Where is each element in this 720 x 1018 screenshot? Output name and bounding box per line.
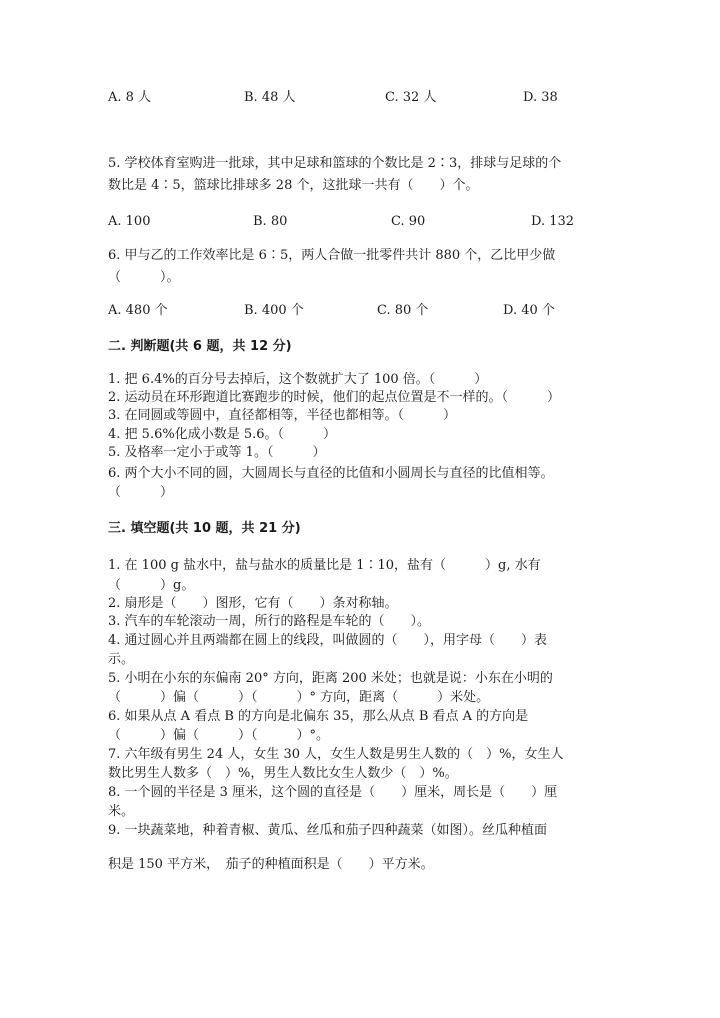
fill-line-6: 示。 [108,652,135,667]
fill-line-1: 1. 在 100 g 盐水中，盐与盐水的质量比是 1∶10，盐有（ ）g, 水有 [108,558,541,573]
tf-line-7: （ ） [108,485,174,500]
fill-line-5: 4. 通过圆心并且两端都在圆上的线段，叫做圆的（ ），用字母（ ）表 [108,633,548,648]
q4-option-a: A. 8 人 [108,90,152,105]
tf-line-3: 3. 在同圆或等圆中，直径都相等，半径也都相等。（ ） [108,408,457,423]
fill-line-14: 米。 [108,804,135,819]
fill-line-10: （ ）偏（ ）（ ）°。 [108,728,330,743]
q5-text-line-2: 数比是 4∶5，篮球比排球多 28 个，这批球一共有（ ）个。 [108,178,479,193]
q6-option-c: C. 80 个 [377,303,429,318]
q5-option-d: D. 132 [531,214,575,229]
q6-text-line-2: （ ）。 [108,270,180,285]
fill-line-12: 数比男生人数多（ ）%，男生人数比女生人数少（ ）%。 [108,766,458,781]
fill-line-8: （ ）偏（ ）（ ）° 方向，距离（ ）米处。 [108,690,490,705]
q6-text-line-1: 6. 甲与乙的工作效率比是 6∶5，两人合做一批零件共计 880 个，乙比甲少做 [108,248,556,263]
q6-option-d: D. 40 个 [503,303,555,318]
tf-line-6: 6. 两个大小不同的圆，大圆周长与直径的比值和小圆周长与直径的比值相等。 [108,466,554,481]
q5-option-c: C. 90 [391,214,426,229]
q5-option-a: A. 100 [108,214,151,229]
fill-line-16: 积是 150 平方米， 茄子的种植面积是（ ）平方米。 [108,857,434,872]
q5-option-b: B. 80 [253,214,288,229]
q6-option-b: B. 400 个 [244,303,304,318]
fill-line-7: 5. 小明在小东的东偏南 20° 方向，距离 200 米处；也就是说：小东在小明的 [108,671,553,686]
tf-line-2: 2. 运动员在环形跑道比赛跑步的时候，他们的起点位置是不一样的。（ ） [108,390,561,405]
fill-line-13: 8. 一个圆的半径是 3 厘米，这个圆的直径是（ ）厘米，周长是（ ）厘 [108,785,558,800]
fill-line-2: （ ）g。 [108,578,195,593]
q4-option-c: C. 32 人 [385,90,437,105]
section-3-title: 三. 填空题(共 10 题，共 21 分) [108,521,301,536]
fill-line-9: 6. 如果从点 A 看点 B 的方向是北偏东 35，那么从点 B 看点 A 的方向是 [108,709,529,724]
tf-line-5: 5. 及格率一定小于或等 1。（ ） [108,445,326,460]
q4-option-d: D. 38 [523,90,558,105]
fill-line-4: 3. 汽车的车轮滚动一周，所行的路程是车轮的（ ）。 [108,614,431,629]
fill-line-15: 9. 一块蔬菜地，种着青椒、黄瓜、丝瓜和茄子四种蔬菜（如图）。丝瓜种植面 [108,823,548,838]
q5-text-line-1: 5. 学校体育室购进一批球，其中足球和篮球的个数比是 2∶3，排球与足球的个 [108,156,562,171]
q6-option-a: A. 480 个 [108,303,168,318]
tf-line-1: 1. 把 6.4%的百分号去掉后，这个数就扩大了 100 倍。（ ） [108,372,488,387]
fill-line-3: 2. 扇形是（ ）图形，它有（ ）条对称轴。 [108,596,398,611]
q4-option-b: B. 48 人 [244,90,296,105]
section-2-title: 二. 判断题(共 6 题，共 12 分) [108,339,292,354]
fill-line-11: 7. 六年级有男生 24 人，女生 30 人，女生人数是男生人数的（ ）%，女生人 [108,747,564,762]
tf-line-4: 4. 把 5.6%化成小数是 5.6。（ ） [108,427,337,442]
